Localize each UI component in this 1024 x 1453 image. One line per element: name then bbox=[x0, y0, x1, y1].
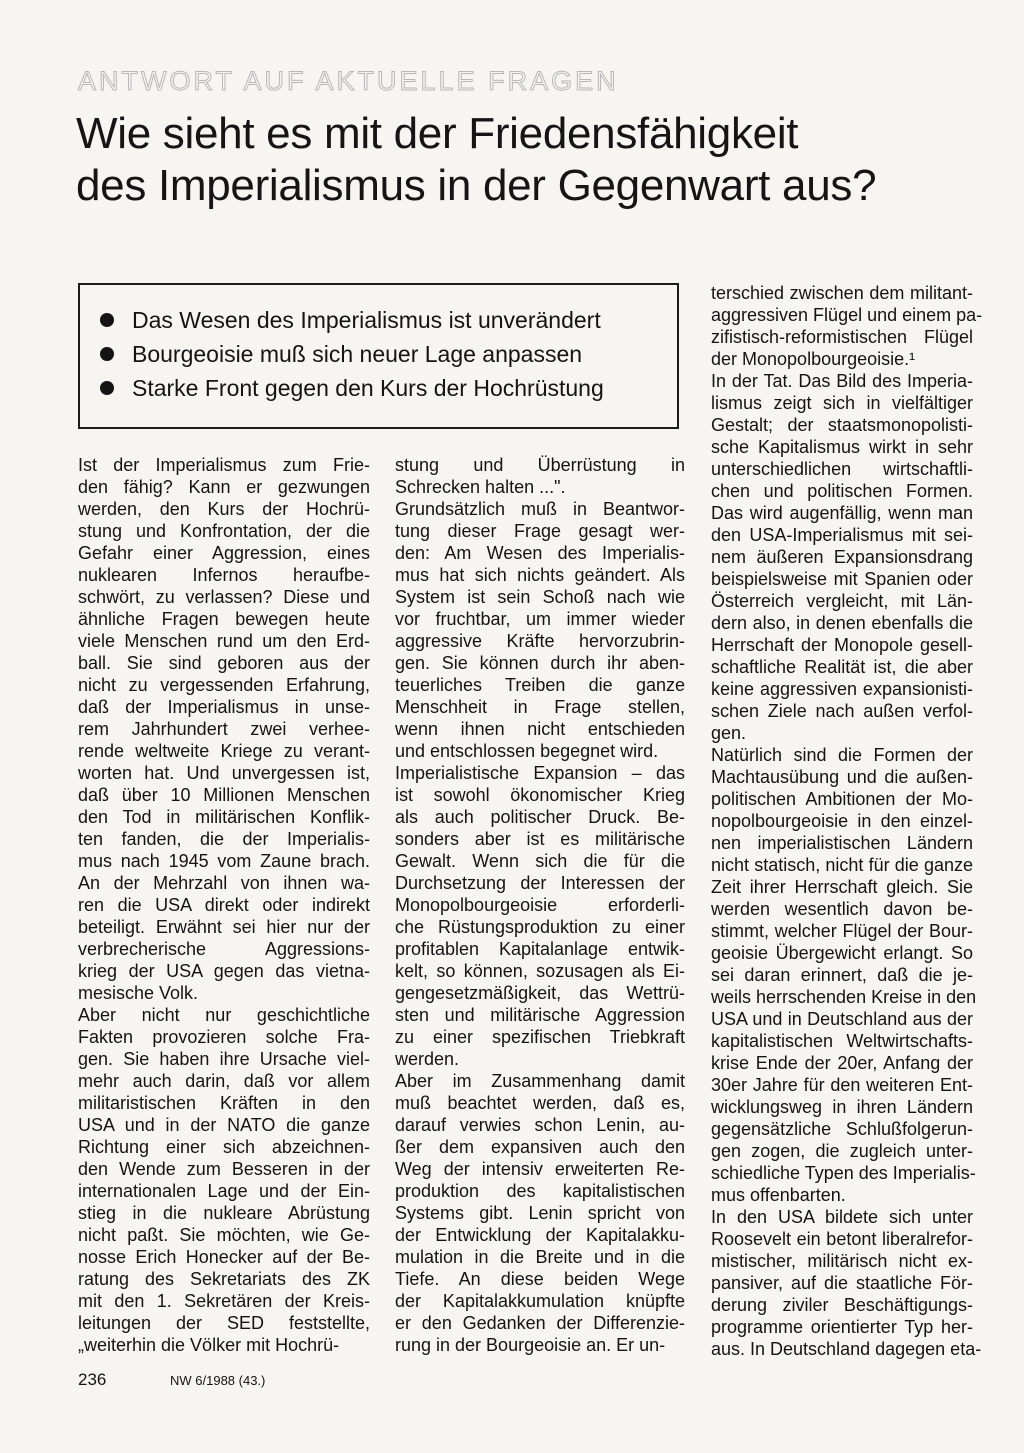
highlight-item bbox=[80, 371, 677, 405]
text-line: mulation in die Breite und in die bbox=[395, 1247, 685, 1267]
text-line: Gestalt; der staatsmonopolisti- bbox=[711, 415, 973, 435]
text-line: Gefahr einer Aggression, eines bbox=[78, 543, 370, 563]
highlight-item bbox=[80, 303, 677, 337]
text-line: programme orientierter Typ her- bbox=[711, 1317, 973, 1337]
text-line: gen. Sie können durch ihr aben- bbox=[395, 653, 685, 673]
issue-reference: NW 6/1988 (43.) bbox=[170, 1373, 266, 1388]
text-line: den: Am Wesen des Imperialis- bbox=[395, 543, 685, 563]
text-line: sei daran erinnert, daß die je- bbox=[711, 965, 973, 985]
section-kicker: ANTWORT AUF AKTUELLE FRAGEN bbox=[78, 66, 619, 96]
text-line: aus. In Deutschland dagegen eta- bbox=[711, 1339, 982, 1359]
text-line: Schrecken halten ...". bbox=[395, 477, 566, 497]
text-line: wicklungsweg in ihren Ländern bbox=[711, 1097, 973, 1117]
highlight-item bbox=[80, 337, 677, 371]
text-line: Ist der Imperialismus zum Frie- bbox=[78, 455, 370, 475]
text-line: Machtausübung und die außen- bbox=[711, 767, 973, 787]
text-line: ßer dem expansiven auch den bbox=[395, 1137, 685, 1157]
text-line: er den Gedanken der Differenzie- bbox=[395, 1313, 685, 1333]
text-line: weils herrschenden Kreise in den bbox=[711, 987, 977, 1007]
text-line: mus nach 1945 vom Zaune brach. bbox=[78, 851, 370, 871]
text-line: Österreich vergleicht, mit Län- bbox=[711, 591, 973, 611]
text-line: muß beachtet werden, daß es, bbox=[395, 1093, 685, 1113]
text-line: Menschheit in Frage stellen, bbox=[395, 697, 685, 717]
text-line: USA und in der NATO die ganze bbox=[78, 1115, 370, 1135]
text-line: Systems gibt. Lenin spricht von bbox=[395, 1203, 685, 1223]
text-line: che Rüstungsproduktion zu einer bbox=[395, 917, 685, 937]
text-line: ratung des Sekretariats des ZK bbox=[78, 1269, 370, 1289]
text-column-2 bbox=[395, 454, 685, 1356]
text-line: Monopolbourgeoisie erforderli- bbox=[395, 895, 685, 915]
text-line: ten fanden, die der Imperialis- bbox=[78, 829, 370, 849]
text-line: zifistisch-reformistischen Flügel bbox=[711, 327, 973, 347]
text-line: nen imperialistischen Ländern bbox=[711, 833, 973, 853]
text-line: chen und politischen Formen. bbox=[711, 481, 973, 501]
text-line: stung und Überrüstung in bbox=[395, 455, 685, 475]
headline-line-2: des Imperialismus in der Gegenwart aus? bbox=[76, 161, 877, 210]
text-line: beteiligt. Erwähnt sei hier nur der bbox=[78, 917, 370, 937]
text-line: Richtung einer sich abzeichnen- bbox=[78, 1137, 370, 1157]
text-line: stimmt, welcher Flügel der Bour- bbox=[711, 921, 973, 941]
text-line: dern also, in denen ebenfalls die bbox=[711, 613, 973, 633]
highlight-text: Starke Front gegen den Kurs der Hochrüstung bbox=[132, 374, 604, 401]
text-line: geoisie Übergewicht erlangt. So bbox=[711, 943, 973, 963]
highlight-text: Das Wesen des Imperialismus ist unverändert bbox=[132, 306, 601, 333]
text-line: ist sowohl ökonomischer Krieg bbox=[395, 785, 685, 805]
text-line: nosse Erich Honecker auf der Be- bbox=[78, 1247, 370, 1267]
text-line: nopolbourgeoisie in den einzel- bbox=[711, 811, 973, 831]
text-line: Aber im Zusammenhang damit bbox=[395, 1071, 685, 1091]
text-line: mit den 1. Sekretären der Kreis- bbox=[78, 1291, 370, 1311]
highlight-text: Bourgeoisie muß sich neuer Lage anpassen bbox=[132, 340, 583, 367]
text-line: mistischer, militärisch nicht ex- bbox=[711, 1251, 973, 1271]
text-line: schiedliche Typen des Imperialis- bbox=[711, 1163, 976, 1183]
text-line: zu einer spezifischen Triebkraft bbox=[395, 1027, 685, 1047]
text-line: Aber nicht nur geschichtliche bbox=[78, 1005, 370, 1025]
text-line: der Monopolbourgeoisie.¹ bbox=[711, 349, 916, 369]
text-line: schwört, zu verlassen? Diese und bbox=[78, 587, 370, 607]
text-line: den Tod in militärischen Konflik- bbox=[78, 807, 370, 827]
text-line: nicht zu vergessenden Erfahrung, bbox=[78, 675, 370, 695]
headline-line-1: Wie sieht es mit der Friedensfähigkeit bbox=[76, 109, 799, 158]
text-line: krise Ende der 20er, Anfang der bbox=[711, 1053, 973, 1073]
text-line: derung ziviler Beschäftigungs- bbox=[711, 1295, 973, 1315]
text-line: gen. Sie haben ihre Ursache viel- bbox=[78, 1049, 370, 1069]
text-line: den Wende zum Besseren in der bbox=[78, 1159, 370, 1179]
text-line: Durchsetzung der Interessen der bbox=[395, 873, 685, 893]
text-line: rende weltweite Kriege zu verant- bbox=[78, 741, 370, 761]
text-line: profitablen Kapitalanlage entwik- bbox=[395, 939, 685, 959]
text-line: stieg in die nukleare Abrüstung bbox=[78, 1203, 370, 1223]
text-line: viele Menschen rund um den Erd- bbox=[78, 631, 370, 651]
text-line: aggressive Kräfte hervorzubrin- bbox=[395, 631, 685, 651]
text-column-1 bbox=[78, 454, 370, 1356]
text-line: Zeit ihrer Herrschaft gleich. Sie bbox=[711, 877, 973, 897]
text-line: kapitalistischen Weltwirtschafts- bbox=[711, 1031, 973, 1051]
text-line: als auch politischer Druck. Be- bbox=[395, 807, 685, 827]
text-line: mesische Volk. bbox=[78, 983, 199, 1003]
text-line: internationalen Lage und der Ein- bbox=[78, 1181, 370, 1201]
text-line: mus offenbarten. bbox=[711, 1185, 846, 1205]
text-line: ball. Sie sind geboren aus der bbox=[78, 653, 370, 673]
text-line: darauf verwies schon Lenin, au- bbox=[395, 1115, 685, 1135]
bullet-icon bbox=[100, 381, 114, 395]
text-line: ren die USA direkt oder indirekt bbox=[78, 895, 370, 915]
text-line: werden wesentlich davon be- bbox=[711, 899, 973, 919]
text-line: 30er Jahre für den weiteren Ent- bbox=[711, 1075, 973, 1095]
text-line: teuerliches Treiben die ganze bbox=[395, 675, 685, 695]
text-line: terschied zwischen dem militant- bbox=[711, 283, 973, 303]
text-line: den fähig? Kann er gezwungen bbox=[78, 477, 370, 497]
text-line: Roosevelt ein betont liberalrefor- bbox=[711, 1229, 973, 1249]
text-line: nem äußeren Expansionsdrang bbox=[711, 547, 973, 567]
text-line: produktion des kapitalistischen bbox=[395, 1181, 685, 1201]
text-line: militaristischen Kräften in den bbox=[78, 1093, 370, 1113]
text-line: An der Mehrzahl von ihnen wa- bbox=[78, 873, 370, 893]
text-line: sten und militärische Aggression bbox=[395, 1005, 685, 1025]
text-line: werden, den Kurs der Hochrü- bbox=[78, 499, 370, 519]
text-line: wenn ihnen nicht entschieden bbox=[395, 719, 685, 739]
highlights-box bbox=[78, 283, 679, 429]
text-line: sonders aber ist es militärische bbox=[395, 829, 685, 849]
text-line: In der Tat. Das Bild des Imperia- bbox=[711, 371, 973, 391]
text-line: der Entwicklung der Kapitalakku- bbox=[395, 1225, 685, 1245]
text-line: Natürlich sind die Formen der bbox=[711, 745, 973, 765]
text-line: tung dieser Frage gesagt wer- bbox=[395, 521, 685, 541]
text-line: keine aggressiven expansionisti- bbox=[711, 679, 973, 699]
text-line: gegensätzliche Schlußfolgerun- bbox=[711, 1119, 973, 1139]
text-line: daß über 10 Millionen Menschen bbox=[78, 785, 370, 805]
bullet-icon bbox=[100, 347, 114, 361]
text-line: kelt, so können, sozusagen als Ei- bbox=[395, 961, 685, 981]
text-line: aggressiven Flügel und einem pa- bbox=[711, 305, 983, 325]
text-line: Grundsätzlich muß in Beantwor- bbox=[395, 499, 685, 519]
text-line: In den USA bildete sich unter bbox=[711, 1207, 973, 1227]
text-line: rem Jahrhundert zwei verhee- bbox=[78, 719, 370, 739]
text-line: Herrschaft der Monopole gesell- bbox=[711, 635, 973, 655]
text-line: unterschiedlichen wirtschaftli- bbox=[711, 459, 973, 479]
text-line: Tiefe. An diese beiden Wege bbox=[395, 1269, 685, 1289]
text-line: daß der Imperialismus in unse- bbox=[78, 697, 370, 717]
text-line: pansiver, auf die staatliche För- bbox=[711, 1273, 973, 1293]
article-headline bbox=[76, 108, 976, 212]
text-line: verbrecherische Aggressions- bbox=[78, 939, 370, 959]
text-line: gengesetzmäßigkeit, das Wettrü- bbox=[395, 983, 685, 1003]
bullet-icon bbox=[100, 313, 114, 327]
text-line: der Kapitalakkumulation knüpfte bbox=[395, 1291, 685, 1311]
text-line: Weg der intensiv erweiterten Re- bbox=[395, 1159, 685, 1179]
text-line: USA und in Deutschland aus der bbox=[711, 1009, 973, 1029]
text-line: schaftliche Realität ist, die aber bbox=[711, 657, 973, 677]
text-line: politischen Ambitionen der Mo- bbox=[711, 789, 973, 809]
text-line: nuklearen Infernos heraufbe- bbox=[78, 565, 370, 585]
text-line: gen. bbox=[711, 723, 747, 743]
text-line: nicht paßt. Sie möchten, wie Ge- bbox=[78, 1225, 370, 1245]
text-line: Imperialistische Expansion – das bbox=[395, 763, 685, 783]
text-line: lismus zeigt sich in vielfältiger bbox=[711, 393, 973, 413]
text-line: krieg der USA gegen das vietna- bbox=[78, 961, 370, 981]
text-line: Das wird augenfällig, wenn man bbox=[711, 503, 973, 523]
text-line: beispielsweise mit Spanien oder bbox=[711, 569, 973, 589]
text-line: mus hat sich nichts geändert. Als bbox=[395, 565, 685, 585]
text-line: sche Kapitalismus wirkt in sehr bbox=[711, 437, 973, 457]
text-line: rung in der Bourgeoisie an. Er un- bbox=[395, 1335, 666, 1355]
text-line: stung und Konfrontation, der die bbox=[78, 521, 370, 541]
text-line: Fakten provozieren solche Fra- bbox=[78, 1027, 370, 1047]
text-line: mehr auch darin, daß vor allem bbox=[78, 1071, 370, 1091]
text-line: System ist sein Schoß nach wie bbox=[395, 587, 685, 607]
text-line: „weiterhin die Völker mit Hochrü- bbox=[78, 1335, 340, 1355]
text-line: nicht statisch, nicht für die ganze bbox=[711, 855, 973, 875]
text-column-3 bbox=[711, 282, 983, 1360]
text-line: ähnliche Fragen bewegen heute bbox=[78, 609, 370, 629]
text-line: werden. bbox=[395, 1049, 460, 1069]
text-line: leitungen der SED feststellte, bbox=[78, 1313, 370, 1333]
text-line: gen zogen, die zugleich unter- bbox=[711, 1141, 973, 1161]
text-line: und entschlossen begegnet wird. bbox=[395, 741, 659, 761]
text-line: worten hat. Und unvergessen ist, bbox=[78, 763, 370, 783]
text-line: vor fruchtbar, um immer wieder bbox=[395, 609, 685, 629]
page-number: 236 bbox=[78, 1370, 107, 1389]
text-line: den USA-Imperialismus mit sei- bbox=[711, 525, 973, 545]
text-line: Gewalt. Wenn sich die für die bbox=[395, 851, 685, 871]
text-line: schen Ziele nach außen verfol- bbox=[711, 701, 973, 721]
